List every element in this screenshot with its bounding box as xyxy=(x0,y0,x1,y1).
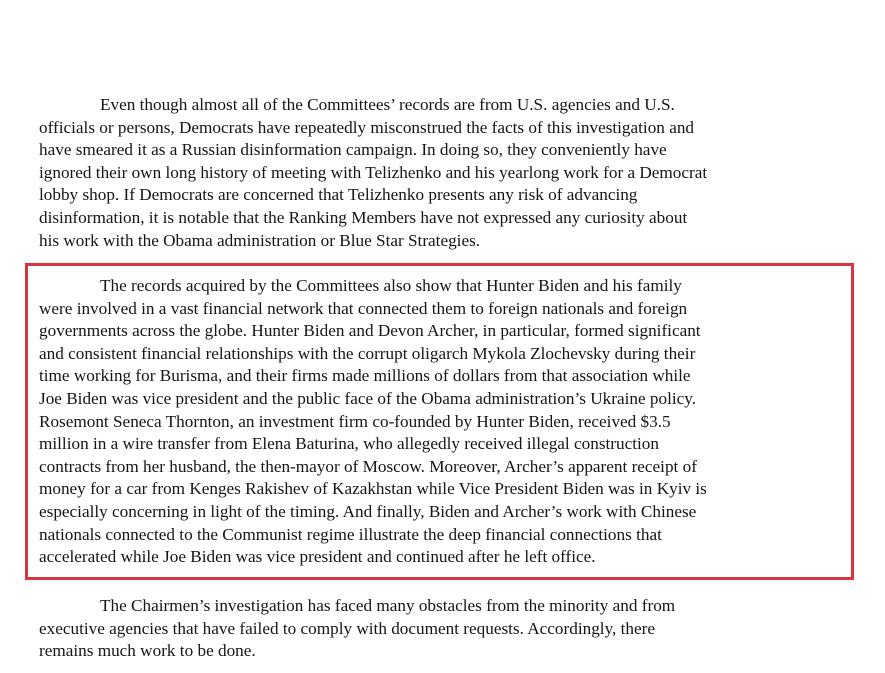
text-line: nationals connected to the Communist regime illustrate the deep financial connections that xyxy=(39,524,662,544)
text-line: have smeared it as a Russian disinformation campaign. In doing so, they conveniently have xyxy=(39,140,667,160)
text-line: accelerated while Joe Biden was vice president and continued after he left office. xyxy=(39,547,596,567)
text-line: governments across the globe. Hunter Biden and Devon Archer, in particular, formed significant xyxy=(39,321,701,341)
text-line: were involved in a vast financial network that connected them to foreign nationals and foreign xyxy=(39,298,688,318)
text-line: ignored their own long history of meeting with Telizhenko and his yearlong work for a Democrat xyxy=(39,162,708,182)
text-line: Joe Biden was vice president and the public face of the Obama administration’s Ukraine policy. xyxy=(39,388,697,408)
text-line: million in a wire transfer from Elena Baturina, who allegedly received illegal construction xyxy=(39,434,659,454)
text-line: The Chairmen’s investigation has faced many obstacles from the minority and from xyxy=(100,596,676,615)
text-line: The records acquired by the Committees also show that Hunter Biden and his family xyxy=(100,276,682,295)
text-line: contracts from her husband, the then-mayor of Moscow. Moreover, Archer’s apparent receipt of xyxy=(39,456,697,476)
paragraph-financial-network-highlighted xyxy=(39,275,849,569)
text-line: executive agencies that have failed to comply with document requests. Accordingly, there xyxy=(39,618,655,638)
text-line: disinformation, it is notable that the Ranking Members have not expressed any curiosity about xyxy=(39,207,688,227)
paragraph-investigation-obstacles xyxy=(39,595,849,663)
text-line: Even though almost all of the Committees’ records are from U.S. agencies and U.S. xyxy=(100,95,675,114)
text-line: remains much work to be done. xyxy=(39,641,256,661)
paragraph-democrats-misconstrued xyxy=(39,94,849,252)
text-line: Rosemont Seneca Thornton, an investment firm co-founded by Hunter Biden, received $3.5 xyxy=(39,411,671,431)
text-line: time working for Burisma, and their firms made millions of dollars from that association while xyxy=(39,366,691,386)
text-line: lobby shop. If Democrats are concerned that Telizhenko presents any risk of advancing xyxy=(39,185,638,205)
text-line: especially concerning in light of the timing. And finally, Biden and Archer’s work with Chinese xyxy=(39,501,697,521)
text-line: money for a car from Kenges Rakishev of Kazakhstan while Vice President Biden was in Kyiv is xyxy=(39,479,707,499)
text-line: and consistent financial relationships with the corrupt oligarch Mykola Zlochevsky during their xyxy=(39,343,696,363)
text-line: officials or persons, Democrats have repeatedly misconstrued the facts of this investigation and xyxy=(39,117,695,137)
text-line: his work with the Obama administration or Blue Star Strategies. xyxy=(39,230,481,250)
